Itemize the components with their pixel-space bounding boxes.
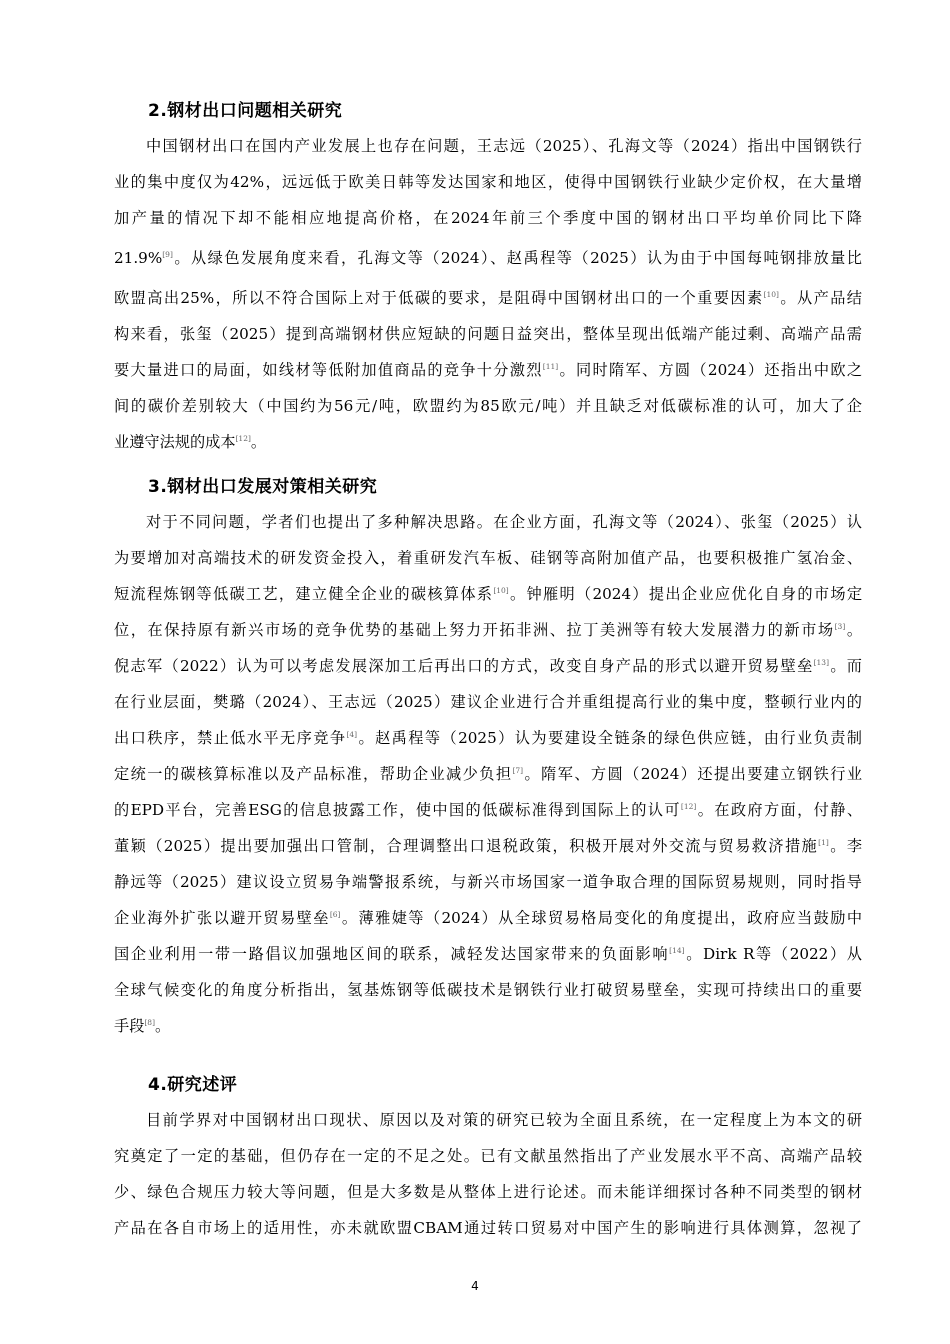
text-line: 产品在各自市场上的适用性，亦未就欧盟CBAM通过转口贸易对中国产生的影响进行具体测算，忽视了 — [114, 1219, 862, 1237]
citation-ref: [10] — [493, 586, 509, 595]
text-fragment: 位，在保持原有新兴市场的竞争优势的基础上努力开拓非洲、拉丁美洲等有较大发展潜力的新市场 — [114, 621, 835, 639]
text-fragment: 。钟雁明（2024）提出企业应优化自身的市场定 — [508, 585, 863, 603]
text-fragment: 手段 — [114, 1017, 145, 1035]
section-heading-3: 3.钢材出口发展对策相关研究 — [148, 477, 378, 497]
text-fragment: 。 — [155, 1017, 171, 1035]
text-fragment: 企业海外扩张以避开贸易壁垒 — [114, 909, 330, 927]
text-fragment: 。而 — [829, 657, 862, 675]
text-fragment: 。从绿色发展角度来看，孔海文等（2024）、赵禹程等（2025）认为由于中国每吨钢排放量比 — [172, 249, 862, 267]
text-line: 构来看，张玺（2025）提到高端钢材供应短缺的问题日益突出，整体呈现出低端产能过剩、高端产品需 — [114, 325, 862, 343]
text-line: 静远等（2025）建议设立贸易争端警报系统，与新兴市场国家一道争取合理的国际贸易规则，同时指导 — [114, 873, 862, 891]
citation-ref: [6] — [329, 910, 341, 919]
paragraph-section-2 — [114, 128, 862, 460]
text-line: 间的碳价差别较大（中国约为56元/吨，欧盟约为85欧元/吨）并且缺乏对低碳标准的认可，加大了企 — [114, 397, 862, 415]
text-line — [114, 424, 862, 460]
text-fragment: 。同时隋军、方圆（2024）还指出中欧之 — [558, 361, 863, 379]
text-line — [114, 936, 862, 972]
text-line — [114, 1008, 862, 1044]
text-fragment: 。赵禹程等（2025）认为要建设全链条的绿色供应链，由行业负责制 — [357, 729, 862, 747]
text-fragment: 。在政府方面，付静、 — [696, 801, 863, 819]
citation-ref: [9] — [162, 250, 173, 259]
text-line: 中国钢材出口在国内产业发展上也存在问题，王志远（2025）、孔海文等（2024）指出中国钢铁行 — [146, 137, 862, 155]
text-fragment: 21.9% — [114, 249, 163, 267]
text-line — [114, 576, 862, 612]
text-line — [114, 720, 862, 756]
text-line: 少、绿色合规压力较大等问题，但是大多数是从整体上进行论述。而未能详细探讨各种不同类型的钢材 — [114, 1183, 862, 1201]
text-fragment: 。李 — [828, 837, 863, 855]
text-fragment: 短流程炼钢等低碳工艺，建立健全企业的碳核算体系 — [114, 585, 494, 603]
paragraph-section-3 — [114, 504, 862, 1044]
text-fragment: 出口秩序，禁止低水平无序竞争 — [114, 729, 347, 747]
citation-ref: [7] — [512, 766, 524, 775]
text-line — [114, 612, 862, 648]
text-fragment: 。薄雅婕等（2024）从全球贸易格局变化的角度提出，政府应当鼓励中 — [340, 909, 863, 927]
citation-ref: [12] — [235, 434, 251, 443]
text-fragment: 。从产品结 — [778, 289, 862, 307]
text-fragment: 业遵守法规的成本 — [114, 433, 236, 451]
text-line: 目前学界对中国钢材出口现状、原因以及对策的研究已较为全面且系统，在一定程度上为本文的研 — [146, 1111, 862, 1129]
text-line — [114, 756, 862, 792]
text-fragment: 。Dirk R等（2022）从 — [684, 945, 862, 963]
text-fragment: 倪志军（2022）认为可以考虑发展深加工后再出口的方式，改变自身产品的形式以避开贸易壁垒 — [114, 657, 814, 675]
citation-ref: [3] — [834, 622, 846, 631]
text-line — [114, 828, 862, 864]
citation-ref: [1] — [818, 838, 829, 847]
section-heading-2: 2.钢材出口问题相关研究 — [148, 101, 343, 121]
text-line — [114, 280, 862, 316]
text-fragment: 的EPD平台，完善ESG的信息披露工作，使中国的低碳标准得到国际上的认可 — [114, 801, 681, 819]
text-line: 加产量的情况下却不能相应地提高价格，在2024年前三个季度中国的钢材出口平均单价同比下降 — [114, 209, 862, 227]
text-fragment: 要大量进口的局面，如线材等低附加值商品的竞争十分激烈 — [114, 361, 543, 379]
section-heading-4: 4.研究述评 — [148, 1075, 238, 1095]
citation-ref: [12] — [680, 802, 697, 811]
text-line: 对于不同问题，学者们也提出了多种解决思路。在企业方面，孔海文等（2024）、张玺（2025）认 — [146, 513, 862, 531]
text-fragment: 。 — [250, 433, 267, 451]
text-line: 全球气候变化的角度分析指出，氢基炼钢等低碳技术是钢铁行业打破贸易壁垒，实现可持续出口的重要 — [114, 981, 862, 999]
citation-ref: [10] — [763, 290, 779, 299]
page-number: 4 — [471, 1279, 479, 1293]
text-line: 业的集中度仅为42%，远远低于欧美日韩等发达国家和地区，使得中国钢铁行业缺少定价权，在大量增 — [114, 173, 862, 191]
text-fragment: 欧盟高出25%，所以不符合国际上对于低碳的要求，是阻碍中国钢材出口的一个重要因素 — [114, 289, 764, 307]
text-line — [114, 352, 862, 388]
text-fragment: 国企业利用一带一路倡议加强地区间的联系，减轻发达国家带来的负面影响 — [114, 945, 670, 963]
text-line: 为要增加对高端技术的研发资金投入，着重研发汽车板、硅钢等高附加值产品，也要积极推广氢冶金、 — [114, 549, 862, 567]
text-line — [114, 648, 862, 684]
citation-ref: [4] — [346, 730, 358, 739]
citation-ref: [8] — [144, 1018, 155, 1027]
text-fragment: 董颖（2025）提出要加强出口管制，合理调整出口退税政策，积极开展对外交流与贸易救济措施 — [114, 837, 819, 855]
text-line: 究奠定了一定的基础，但仍存在一定的不足之处。已有文献虽然指出了产业发展水平不高、高端产品较 — [114, 1147, 862, 1165]
citation-ref: [13] — [813, 658, 830, 667]
text-line: 在行业层面，樊璐（2024）、王志远（2025）建议企业进行合并重组提高行业的集中度，整顿行业内的 — [114, 693, 862, 711]
citation-ref: [14] — [669, 946, 685, 955]
citation-ref: [11] — [542, 362, 559, 371]
paragraph-section-4 — [114, 1102, 862, 1246]
text-fragment: 定统一的碳核算标准以及产品标准，帮助企业减少负担 — [114, 765, 513, 783]
text-fragment: 。隋军、方圆（2024）还提出要建立钢铁行业 — [523, 765, 863, 783]
text-fragment: 。 — [845, 621, 863, 639]
text-line — [114, 900, 862, 936]
text-line — [114, 792, 862, 828]
text-line — [114, 240, 862, 280]
